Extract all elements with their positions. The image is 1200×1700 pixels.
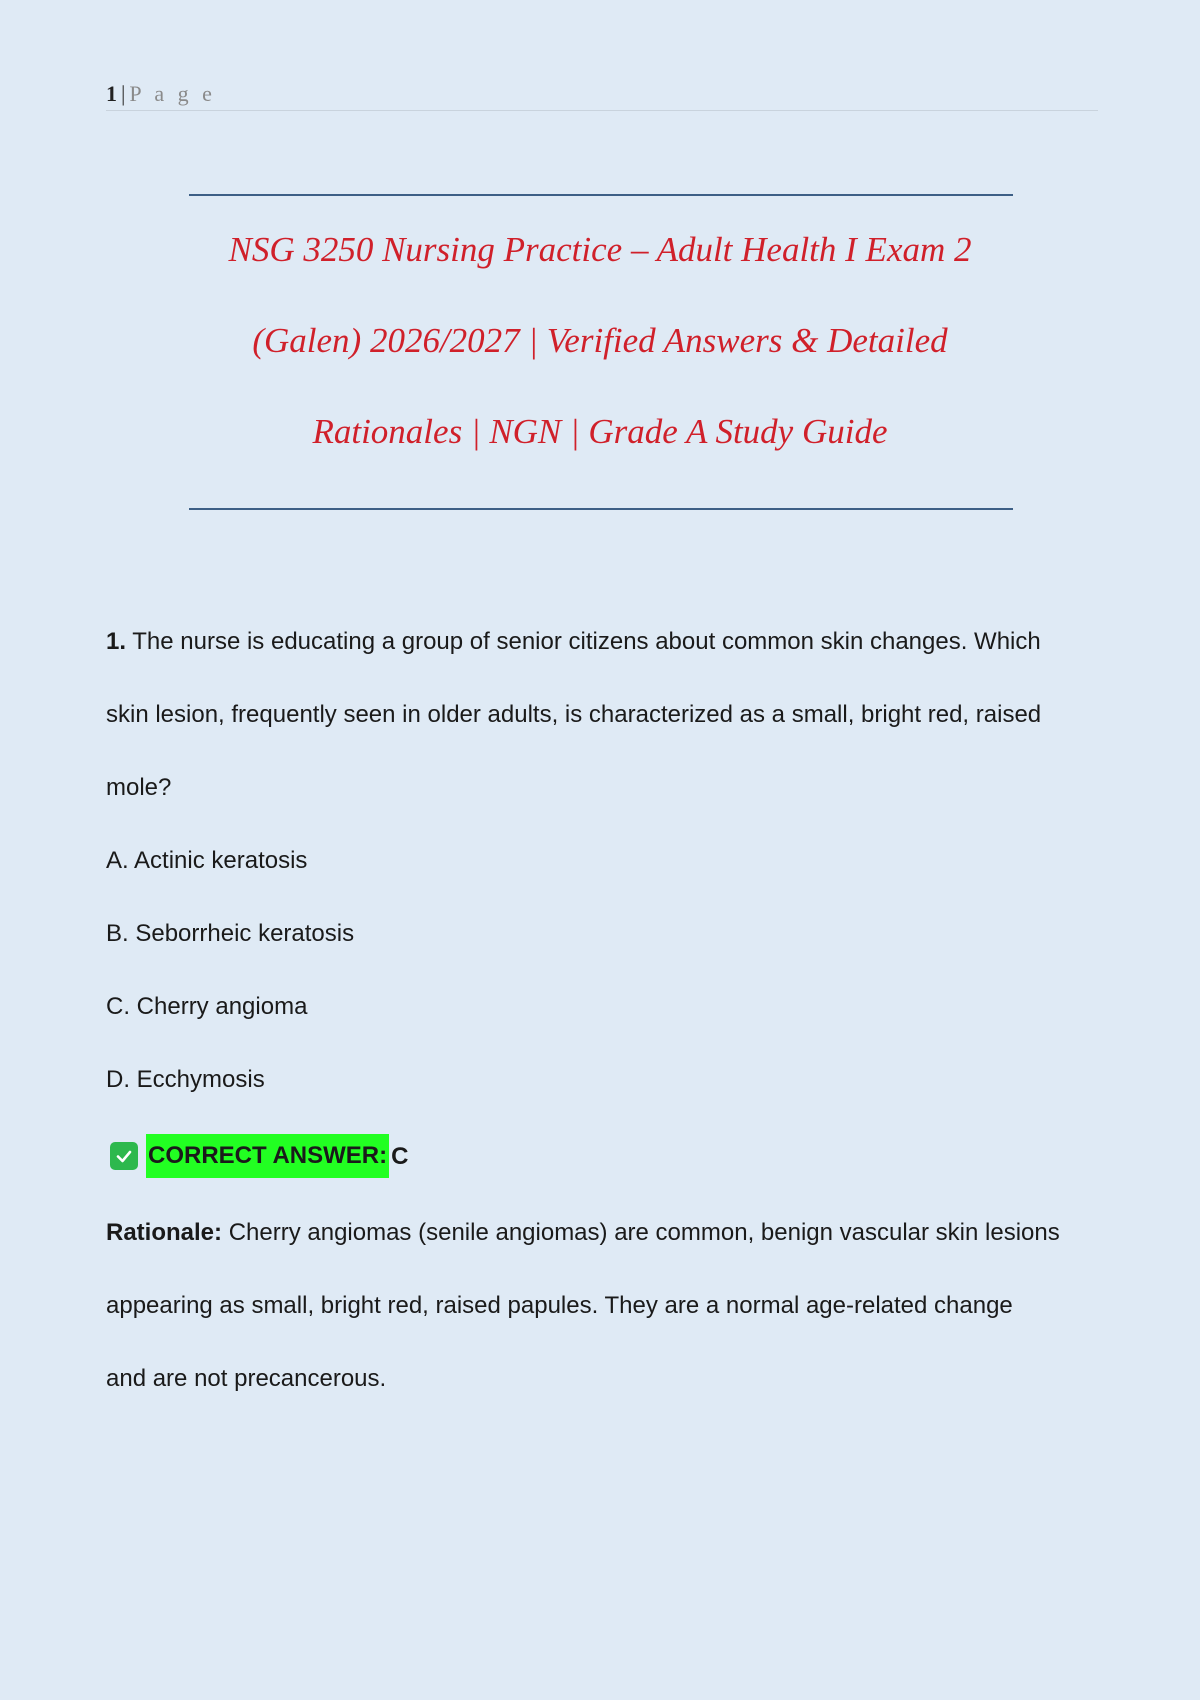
page-separator: | xyxy=(121,81,126,106)
correct-answer-line xyxy=(106,1116,1100,1196)
question-text xyxy=(106,605,1100,678)
check-mark-icon xyxy=(110,1142,138,1170)
question-text-line-3: mole? xyxy=(106,774,172,801)
title-line-2: (Galen) 2026/2027 | Verified Answers & Detailed xyxy=(252,321,948,360)
rationale-line-2: appearing as small, bright red, raised papules. They are a normal age-related change xyxy=(106,1292,1013,1319)
title-line-3: Rationales | NGN | Grade A Study Guide xyxy=(312,412,888,451)
page-label: P a g e xyxy=(129,81,216,106)
rationale-line-3: and are not precancerous. xyxy=(106,1365,387,1392)
correct-answer-label: CORRECT ANSWER: xyxy=(146,1134,389,1178)
rationale-line-1: Cherry angiomas (senile angiomas) are common, benign vascular skin lesions xyxy=(228,1219,1060,1246)
question-text-line-1: The nurse is educating a group of senior citizens about common skin changes. Which xyxy=(132,628,1041,655)
option-a: A. Actinic keratosis xyxy=(106,847,308,874)
page-header xyxy=(106,78,1098,111)
option-d: D. Ecchymosis xyxy=(106,1066,265,1093)
option-b: B. Seborrheic keratosis xyxy=(106,920,355,947)
title-bottom-rule xyxy=(189,508,1013,510)
title-line-1: NSG 3250 Nursing Practice – Adult Health I Exam 2 xyxy=(228,230,972,269)
rationale-text xyxy=(106,1196,1100,1269)
page-number: 1 xyxy=(106,81,117,106)
question-number: 1. xyxy=(106,628,127,655)
rationale-label: Rationale: xyxy=(106,1219,223,1246)
option-c: C. Cherry angioma xyxy=(106,993,308,1020)
question-block xyxy=(106,605,1100,1415)
question-text-line-2: skin lesion, frequently seen in older adults, is characterized as a small, bright red, raised xyxy=(106,701,1042,728)
title-top-rule xyxy=(189,194,1013,196)
correct-answer-value: C xyxy=(391,1142,409,1170)
document-title xyxy=(150,204,1050,477)
